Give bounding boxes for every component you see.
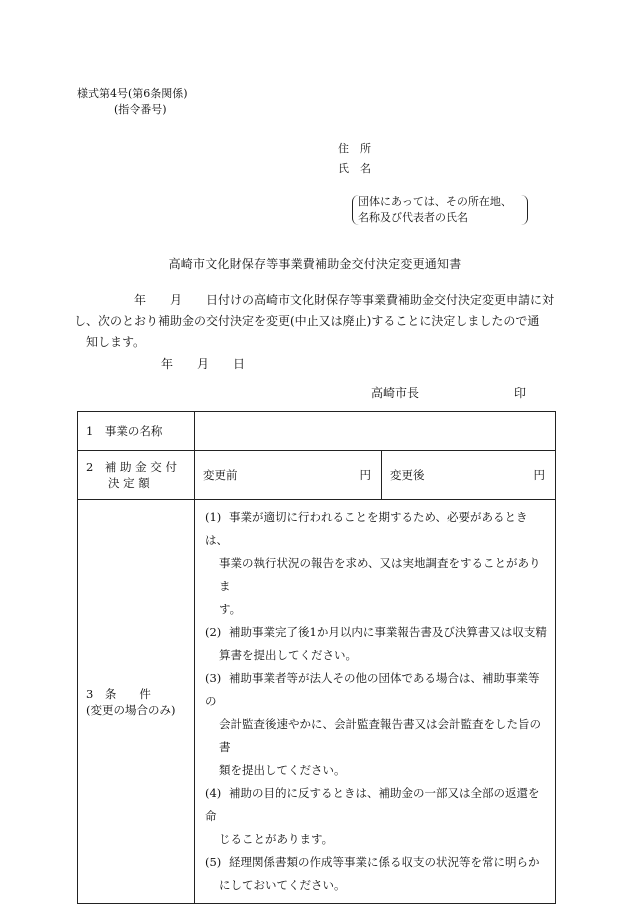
notice-body [74,290,556,353]
condition-continuation: 類を提出してください。 [219,763,346,777]
condition-number: (3) [205,671,222,685]
condition-text: 経理関係書類の作成等事業に係る収支の状況等を常に明らか [229,855,540,869]
amount-after-label: 変更後 [390,468,425,482]
condition-item [205,782,547,851]
condition-continuation: 算書を提出してください。 [219,648,357,662]
document-title: 高崎市文化財保存等事業費補助金交付決定変更通知書 [168,257,462,271]
condition-continuation: にしておいてください。 [219,878,346,892]
form-number: 様式第4号(第6条関係) [77,87,188,100]
condition-text: 事業が適切に行われることを期するため、必要があるときは、 [205,510,528,547]
issuer-title: 高崎市長 [371,386,420,400]
condition-continuation: 会計監査後速やかに、会計監査報告書又は会計監査をした旨の書 [219,717,541,754]
condition-number: (5) [205,855,222,869]
conditions-label-line1: 3 条 件 [86,686,151,701]
condition-text: 補助の目的に反するときは、補助金の一部又は全部の返還を命 [205,786,540,823]
condition-continuation: じることがあります。 [219,832,334,846]
org-note-line1: 団体にあっては、その所在地、 [358,195,512,208]
condition-number: (1) [205,510,222,524]
grant-table [77,411,556,904]
condition-item [205,506,547,621]
conditions-label [78,500,195,904]
body-line-3: 知します。 [86,335,146,349]
org-note-line2: 名称及び代表者の氏名 [358,211,468,224]
project-name-value [195,412,556,451]
condition-text: 補助事業者等が法人その他の団体である場合は、補助事業等の [205,671,540,708]
condition-first-line [205,851,547,874]
seal-mark: 印 [514,386,527,400]
conditions-label-line2: (変更の場合のみ) [86,702,176,717]
amount-before-unit: 円 [359,468,371,482]
condition-text: 補助事業完了後1か月以内に事業報告書及び決算書又は収支精 [229,625,547,639]
condition-first-line [205,621,547,644]
conditions-cell [195,500,556,904]
conditions-list [195,500,555,903]
body-line-1: 年 月 日付けの高崎市文化財保存等事業費補助金交付決定変更申請に対 [134,293,555,307]
amount-after-cell [382,451,556,500]
condition-first-line [205,667,547,713]
project-name-label: 1 事業の名称 [78,412,195,451]
condition-first-line [205,506,547,552]
address-label: 住 所 [338,142,371,155]
body-line-2: し、次のとおり補助金の交付決定を変更(中止又は廃止)することに決定しましたので通 [74,314,540,328]
condition-number: (2) [205,625,222,639]
grant-amount-label-line1: 2 補 助 金 交 付 [86,460,177,474]
date-line: 年 月 日 [161,357,246,371]
table-row [78,500,556,904]
amount-before-cell [195,451,382,500]
condition-continuation: す。 [219,602,242,616]
amount-after-unit: 円 [533,468,545,482]
condition-first-line [205,782,547,828]
condition-number: (4) [205,786,222,800]
condition-item [205,621,547,667]
grant-amount-label-line2: 決 定 額 [108,476,150,490]
amount-before-label: 変更前 [203,468,238,482]
grant-amount-label [78,451,195,500]
name-label: 氏 名 [338,162,371,175]
directive-number: (指令番号) [114,103,167,116]
condition-item [205,667,547,782]
table-row [78,451,556,500]
condition-item [205,851,547,897]
condition-continuation: 事業の執行状況の報告を求め、又は実地調査をすることがありま [219,556,541,593]
table-row [78,412,556,451]
